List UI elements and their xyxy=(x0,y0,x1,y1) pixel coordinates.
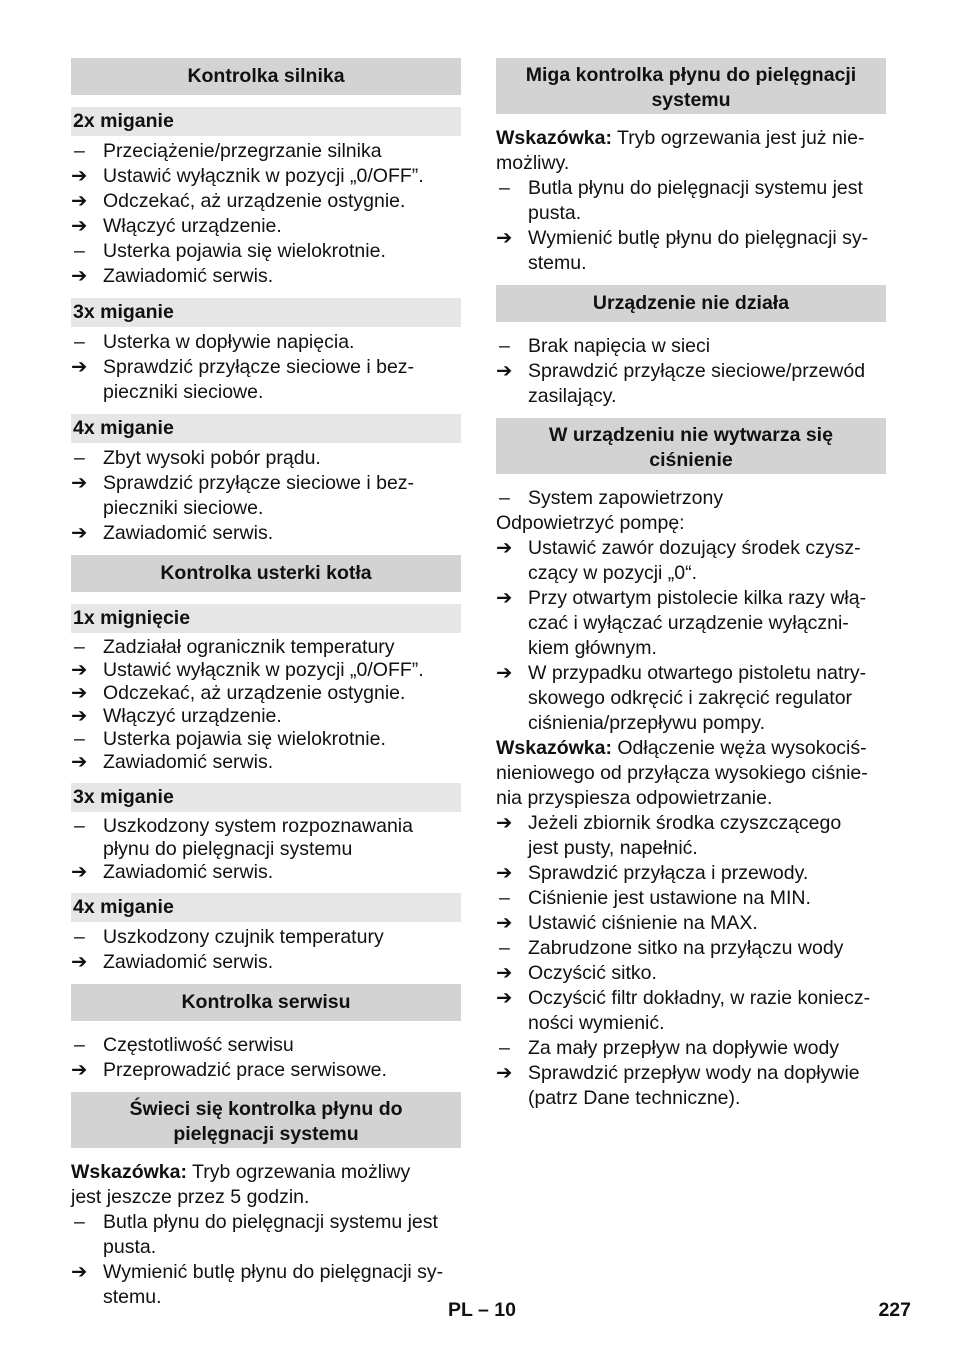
dash-bullet-icon: – xyxy=(499,1037,510,1059)
dash-bullet-icon: – xyxy=(74,1034,85,1056)
note-text: Tryb ogrzewania jest już nie- możliwy. xyxy=(496,127,865,174)
dash-bullet-icon: – xyxy=(74,140,85,162)
item-text: Zadziałał ogranicznik temperatury xyxy=(103,636,395,658)
dash-bullet-icon: – xyxy=(74,331,85,353)
note-paragraph xyxy=(496,126,886,176)
footer-section-page xyxy=(448,1298,516,1323)
arrow-right-icon: ➔ xyxy=(496,812,513,834)
condition-item xyxy=(71,239,461,264)
note-paragraph xyxy=(71,1160,461,1210)
arrow-right-icon: ➔ xyxy=(71,861,88,883)
item-text: Brak napięcia w sieci xyxy=(528,335,711,357)
section-heading: Kontrolka usterki kotła xyxy=(71,555,461,592)
arrow-right-icon: ➔ xyxy=(496,662,513,684)
subsection-heading: 4x miganie xyxy=(71,893,461,922)
item-text: Przeprowadzić prace serwisowe. xyxy=(103,1059,387,1081)
arrow-right-icon: ➔ xyxy=(71,215,88,237)
arrow-right-icon: ➔ xyxy=(71,705,88,727)
dash-bullet-icon: – xyxy=(74,1211,85,1233)
item-text: Butla płynu do pielęgnacji systemu jest pusta. xyxy=(528,177,863,224)
action-item xyxy=(496,961,886,986)
action-item xyxy=(71,950,461,975)
dash-bullet-icon: – xyxy=(74,728,85,750)
arrow-right-icon: ➔ xyxy=(71,356,88,378)
action-item xyxy=(496,986,886,1036)
condition-item xyxy=(496,886,886,911)
action-item xyxy=(71,751,461,774)
subsection-heading: 2x miganie xyxy=(71,107,461,136)
subsection-heading: 1x mignięcie xyxy=(71,604,461,633)
action-item xyxy=(71,189,461,214)
item-text: Usterka pojawia się wielokrotnie. xyxy=(103,240,386,262)
section-heading: Kontrolka silnika xyxy=(71,58,461,95)
dash-bullet-icon: – xyxy=(74,926,85,948)
condition-item xyxy=(71,1210,461,1260)
arrow-right-icon: ➔ xyxy=(71,472,88,494)
item-text: W przypadku otwartego pistoletu natry- skowego odkręcić i zakręcić regulator ciśnienia/przepływu pompy. xyxy=(528,662,867,734)
item-text: System zapowietrzony xyxy=(528,487,724,509)
arrow-right-icon: ➔ xyxy=(71,951,88,973)
item-text: Wymienić butlę płynu do pielęgnacji sy- stemu. xyxy=(103,1261,444,1308)
item-text: Ustawić ciśnienie na MAX. xyxy=(528,912,758,934)
item-text: Zawiadomić serwis. xyxy=(103,522,274,544)
right-column xyxy=(496,58,886,1111)
condition-item xyxy=(496,486,886,511)
dash-bullet-icon: – xyxy=(74,636,85,658)
arrow-right-icon: ➔ xyxy=(496,227,513,249)
dash-bullet-icon: – xyxy=(74,815,85,837)
arrow-right-icon: ➔ xyxy=(71,190,88,212)
arrow-right-icon: ➔ xyxy=(71,682,88,704)
item-text: Zawiadomić serwis. xyxy=(103,951,274,973)
arrow-right-icon: ➔ xyxy=(71,522,88,544)
item-text: Uszkodzony czujnik temperatury xyxy=(103,926,384,948)
condition-item xyxy=(496,334,886,359)
item-text: Odczekać, aż urządzenie ostygnie. xyxy=(103,190,406,212)
action-item xyxy=(71,861,461,884)
item-text: Przeciążenie/przegrzanie silnika xyxy=(103,140,382,162)
action-item xyxy=(71,659,461,682)
item-text: Ustawić zawór dozujący środek czysz- czący w pozycji „0“. xyxy=(528,537,861,584)
item-text: Sprawdzić przyłącze sieciowe i bez- pieczniki sieciowe. xyxy=(103,472,415,519)
item-text: Zabrudzone sitko na przyłączu wody xyxy=(528,937,844,959)
arrow-right-icon: ➔ xyxy=(71,1059,88,1081)
action-item xyxy=(496,226,886,276)
item-text: Zawiadomić serwis. xyxy=(103,861,274,883)
action-item xyxy=(496,1061,886,1111)
condition-item xyxy=(496,176,886,226)
arrow-right-icon: ➔ xyxy=(71,1261,88,1283)
dash-bullet-icon: – xyxy=(499,937,510,959)
item-text: Ustawić wyłącznik w pozycji „0/OFF”. xyxy=(103,659,424,681)
item-text: Oczyścić sitko. xyxy=(528,962,657,984)
action-item xyxy=(496,359,886,409)
arrow-right-icon: ➔ xyxy=(71,659,88,681)
arrow-right-icon: ➔ xyxy=(496,962,513,984)
dash-bullet-icon: – xyxy=(74,447,85,469)
item-text: Wymienić butlę płynu do pielęgnacji sy- stemu. xyxy=(528,227,869,274)
paragraph-text: Odpowietrzyć pompę: xyxy=(496,512,685,534)
action-item xyxy=(496,811,886,861)
action-item xyxy=(496,586,886,661)
item-text: Częstotliwość serwisu xyxy=(103,1034,294,1056)
dash-bullet-icon: – xyxy=(499,335,510,357)
action-item xyxy=(496,661,886,736)
section-heading: Kontrolka serwisu xyxy=(71,984,461,1021)
action-item xyxy=(71,264,461,289)
item-text: Sprawdzić przyłącza i przewody. xyxy=(528,862,809,884)
item-text: Zbyt wysoki pobór prądu. xyxy=(103,447,321,469)
note-text: Tryb ogrzewania możliwy jest jeszcze przez 5 godzin. xyxy=(71,1161,411,1208)
item-text: Sprawdzić przyłącze sieciowe/przewód zasilający. xyxy=(528,360,866,407)
arrow-right-icon: ➔ xyxy=(496,987,513,1009)
arrow-right-icon: ➔ xyxy=(496,912,513,934)
item-text: Zawiadomić serwis. xyxy=(103,265,274,287)
action-item xyxy=(496,861,886,886)
arrow-right-icon: ➔ xyxy=(496,360,513,382)
action-item xyxy=(71,1260,461,1310)
arrow-right-icon: ➔ xyxy=(496,1062,513,1084)
condition-item xyxy=(71,728,461,751)
item-text: Usterka w dopływie napięcia. xyxy=(103,331,355,353)
item-text: Ustawić wyłącznik w pozycji „0/OFF”. xyxy=(103,165,424,187)
item-text: Włączyć urządzenie. xyxy=(103,215,282,237)
condition-item xyxy=(71,925,461,950)
note-paragraph xyxy=(496,736,886,811)
item-text: Jeżeli zbiornik środka czyszczącego jest pusty, napełnić. xyxy=(528,812,842,859)
footer-language: PL xyxy=(448,1299,473,1321)
item-text: Uszkodzony system rozpoznawania płynu do pielęgnacji systemu xyxy=(103,815,413,860)
left-column xyxy=(71,58,461,1310)
action-item xyxy=(71,682,461,705)
item-text: Ciśnienie jest ustawione na MIN. xyxy=(528,887,811,909)
item-text: Za mały przepływ na dopływie wody xyxy=(528,1037,840,1059)
action-item xyxy=(71,355,461,405)
note-label: Wskazówka: xyxy=(496,737,612,759)
arrow-right-icon: ➔ xyxy=(71,265,88,287)
condition-item xyxy=(71,1033,461,1058)
action-item xyxy=(71,705,461,728)
item-text: Butla płynu do pielęgnacji systemu jest pusta. xyxy=(103,1211,438,1258)
action-item xyxy=(496,536,886,586)
item-text: Zawiadomić serwis. xyxy=(103,751,274,773)
item-text: Odczekać, aż urządzenie ostygnie. xyxy=(103,682,406,704)
action-item xyxy=(71,164,461,189)
section-heading: W urządzeniu nie wytwarza się ciśnienie xyxy=(496,418,886,474)
item-text: Włączyć urządzenie. xyxy=(103,705,282,727)
note-label: Wskazówka: xyxy=(496,127,612,149)
subsection-heading: 4x miganie xyxy=(71,414,461,443)
item-text: Przy otwartym pistolecie kilka razy włą- czać i wyłączać urządzenie wyłączni- kiem głównym. xyxy=(528,587,867,659)
dash-bullet-icon: – xyxy=(499,487,510,509)
action-item xyxy=(71,471,461,521)
section-heading: Miga kontrolka płynu do pielęgnacji systemu xyxy=(496,58,886,114)
dash-bullet-icon: – xyxy=(499,177,510,199)
section-heading: Świeci się kontrolka płynu do pielęgnacji systemu xyxy=(71,1092,461,1148)
dash-bullet-icon: – xyxy=(74,240,85,262)
condition-item xyxy=(71,330,461,355)
condition-item xyxy=(496,936,886,961)
arrow-right-icon: ➔ xyxy=(71,165,88,187)
section-heading: Urządzenie nie działa xyxy=(496,285,886,322)
note-text: Odłączenie węża wysokociś- nieniowego od przyłącza wysokiego ciśnie- nia przyspiesza odpowietrzanie. xyxy=(496,737,868,809)
action-item xyxy=(71,214,461,239)
arrow-right-icon: ➔ xyxy=(496,862,513,884)
condition-item xyxy=(71,815,461,861)
dash-bullet-icon: – xyxy=(499,887,510,909)
action-item xyxy=(71,1058,461,1083)
subsection-heading: 3x miganie xyxy=(71,783,461,812)
arrow-right-icon: ➔ xyxy=(71,751,88,773)
item-text: Sprawdzić przyłącze sieciowe i bez- pieczniki sieciowe. xyxy=(103,356,415,403)
action-item xyxy=(71,521,461,546)
note-label: Wskazówka: xyxy=(71,1161,187,1183)
item-text: Usterka pojawia się wielokrotnie. xyxy=(103,728,386,750)
condition-item xyxy=(71,636,461,659)
action-item xyxy=(496,911,886,936)
footer-page-number: 227 xyxy=(878,1299,911,1321)
item-text: Sprawdzić przepływ wody na dopływie (patrz Dane techniczne). xyxy=(528,1062,860,1109)
subsection-heading: 3x miganie xyxy=(71,298,461,327)
item-text: Oczyścić filtr dokładny, w razie koniecz- ności wymienić. xyxy=(528,987,871,1034)
footer-section-number: – 10 xyxy=(478,1299,516,1321)
condition-item xyxy=(71,139,461,164)
arrow-right-icon: ➔ xyxy=(496,587,513,609)
condition-item xyxy=(71,446,461,471)
arrow-right-icon: ➔ xyxy=(496,537,513,559)
condition-item xyxy=(496,1036,886,1061)
